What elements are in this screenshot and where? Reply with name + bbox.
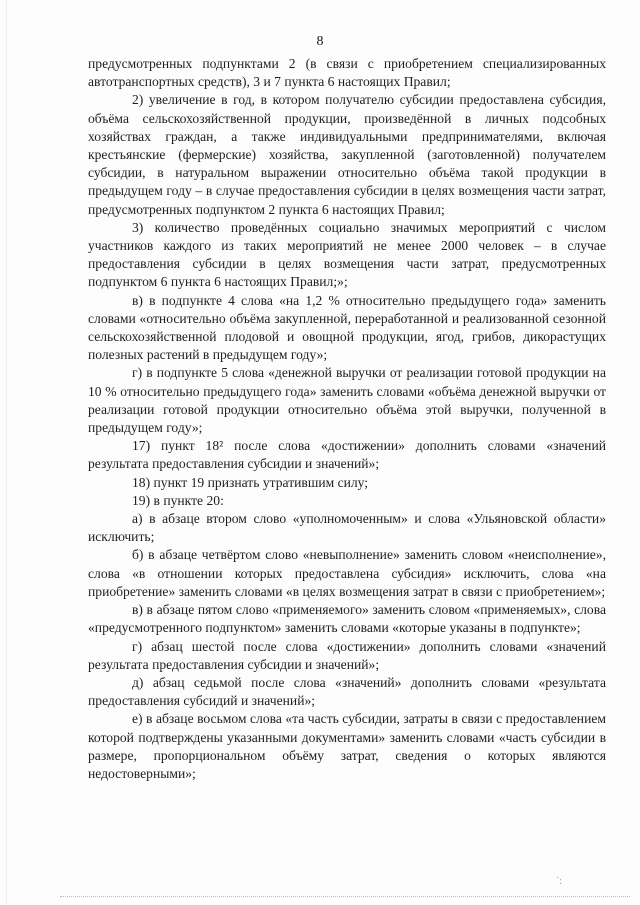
paragraph-item-v: в) в подпункте 4 слова «на 1,2 % относительно предыдущего года» заменить словами «относительно объёма закупленной, переработанной и реализованной сезонной сельскохозяйственной плодовой и овощной продукции, ягод, грибов, дикорастущих полезных растений в предыдущем году»; xyxy=(88,292,606,363)
paragraph-continuation: предусмотренных подпунктами 2 (в связи с приобретением специализированных автотранспортных средств), 3 и 7 пункта 6 настоящих Правил; xyxy=(88,56,606,90)
scan-shadow xyxy=(6,0,7,905)
paragraph-item-2: 2) увеличение в год, в котором получателю субсидии предоставлена субсидия, объёма сельскохозяйственной продукции, произведённой в личных подсобных хозяйствах граждан, а также индивидуальными предпринимателями, включая крестьянские (фермерские) хозяйства, закупленной (заготовленной) получателем субсидии, в натуральном выражении относительно объёма такой продукции в предыдущем году – в случае предоставления субсидии в целях возмещения части затрат, предусмотренных подпунктом 2 пункта 6 настоящих Правил; xyxy=(88,92,606,217)
paragraph-item-3: 3) количество проведённых социально значимых мероприятий с числом участников каждого из таких мероприятий не менее 2000 человек – в случае предоставления субсидии в целях возмещения части затрат, предусмотренных подпунктом 6 пункта 6 настоящих Правил;»; xyxy=(88,219,606,290)
paragraph-item-e: е) в абзаце восьмом слова «та часть субсидии, затраты в связи с предоставлением которой подтверждены указанными документами» заменить словами «часть субсидии в размере, пропорциональном объёму затрат, сведения о которых являются недостоверными»; xyxy=(88,711,606,781)
page-number: 8 xyxy=(316,34,324,49)
paragraph-item-v2: в) в абзаце пятом слово «применяемого» заменить словом «применяемых», слова «предусмотренного подпунктом» заменить словами «которые указаны в подпункте»; xyxy=(88,602,606,636)
scan-bottom-edge xyxy=(60,896,630,899)
paragraph-item-18: 18) пункт 19 признать утратившим силу; xyxy=(132,474,369,490)
paragraph-item-b: б) в абзаце четвёртом слово «невыполнение» заменить словом «неисполнение», слова «в отношении которых предоставлена субсидия» исключить, слова «на приобретение» заменить словами «в целях возмещения затрат в связи с приобретением»; xyxy=(88,547,606,599)
paragraph-item-17: 17) пункт 18² после слова «достижении» дополнить словами «значений результата предоставления субсидии и значений»; xyxy=(88,438,606,472)
paragraph-item-d: д) абзац седьмой после слова «значений» дополнить словами «результата предоставления субсидий и значений»; xyxy=(88,674,606,709)
document-body xyxy=(88,55,606,783)
paragraph-item-g2: г) абзац шестой после слова «достижении» дополнить словами «значений результата предоставления субсидии и значений»; xyxy=(88,638,606,672)
paragraph-item-g: г) в подпункте 5 слова «денежной выручки от реализации готовой продукции на 10 % относительно предыдущего года» заменить словами «объёма денежной выручки от реализации готовой продукции относительно объёма этой выручки, полученной в предыдущем году»; xyxy=(88,365,606,436)
scan-speck: ˙: xyxy=(555,876,562,887)
paragraph-item-a: а) в абзаце втором слово «уполномоченным» и слова «Ульяновской области» исключить; xyxy=(88,511,606,545)
paragraph-item-19: 19) в пункте 20: xyxy=(132,492,224,508)
